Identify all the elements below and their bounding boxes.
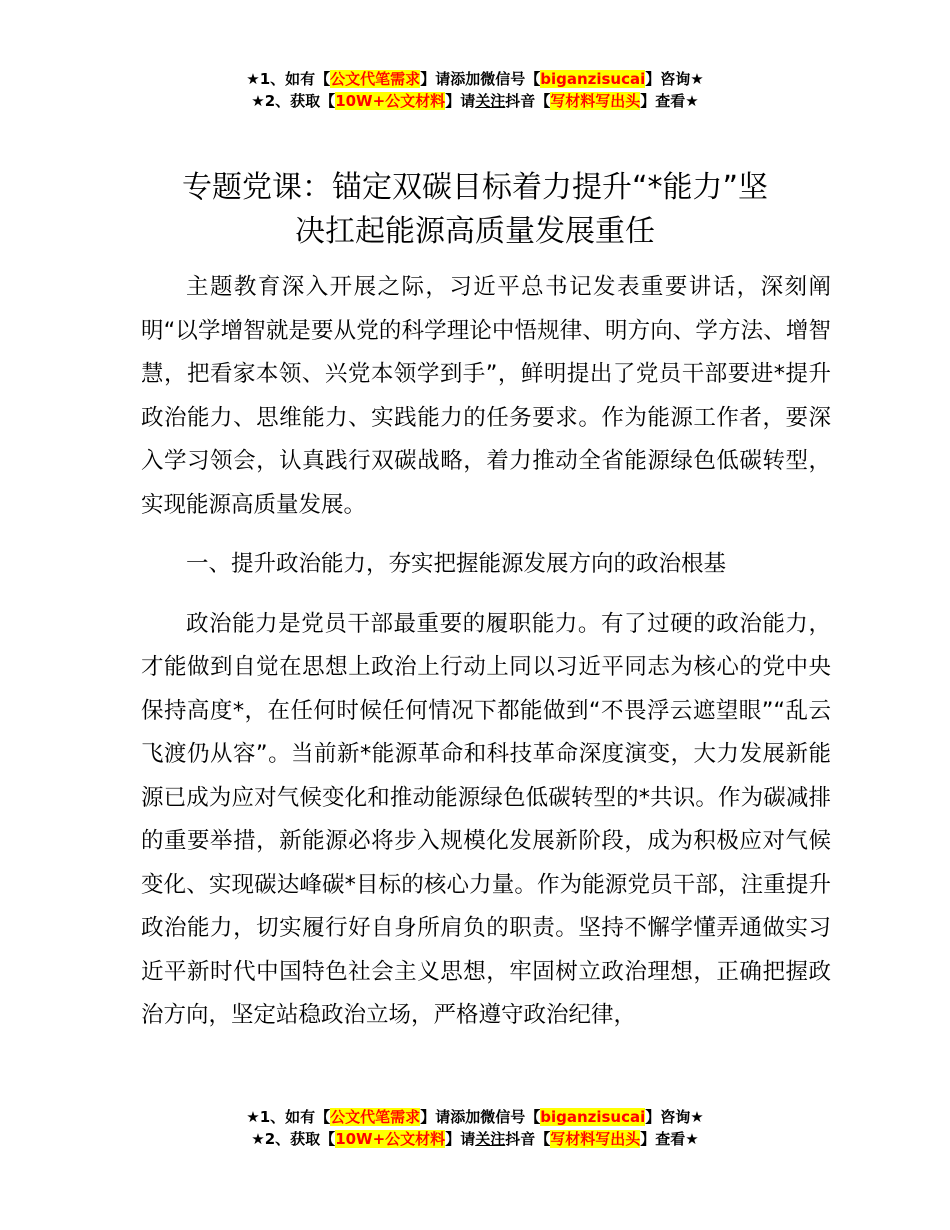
banner-text: 】咨询★ (645, 1108, 704, 1126)
banner-text: ★2、获取【 (251, 1130, 336, 1148)
banner-highlight-account: 写材料写出头 (550, 1130, 641, 1148)
banner-highlight-wechat-id: biganzisucai (540, 70, 646, 88)
banner-text: ★2、获取【 (251, 92, 336, 110)
section-heading: 一、提升政治能力，夯实把握能源发展方向的政治根基 (186, 551, 727, 577)
document-title (110, 166, 840, 254)
banner-text: ★1、如有【 (246, 70, 331, 88)
banner-highlight: 公文代笔需求 (330, 70, 421, 88)
footer-banner (0, 1106, 950, 1150)
banner-text: 】咨询★ (645, 70, 704, 88)
document-body (141, 266, 831, 1038)
banner-highlight: 10W+公文材料 (335, 92, 446, 110)
banner-highlight: 公文代笔需求 (330, 1108, 421, 1126)
banner-text: 】查看★ (640, 92, 699, 110)
body-paragraph: 政治能力是党员干部最重要的履职能力。有了过硬的政治能力，才能做到自觉在思想上政治上行动上同以习近平同志为核心的党中央保持高度*，在任何时候任何情况下都能做到“不畏浮云遮望眼”“乱云飞渡仍从容”。当前新*能源革命和科技革命深度演变，大力发展新能源已成为应对气候变化和推动能源绿色低碳转型的*共识。作为碳减排的重要举措，新能源必将步入规模化发展新阶段，成为积极应对气候变化、实现碳达峰碳*目标的核心力量。作为能源党员干部，注重提升政治能力，切实履行好自身所肩负的职责。坚持不懈学懂弄通做实习近平新时代中国特色社会主义思想，牢固树立政治理想，正确把握政治方向，坚定站稳政治立场，严格遵守政治纪律， (141, 610, 831, 1028)
banner-text: ★1、如有【 (246, 1108, 331, 1126)
banner-text: 】请 (445, 1130, 476, 1148)
banner-highlight: 10W+公文材料 (335, 1130, 446, 1148)
title-line-1: 专题党课：锚定双碳目标着力提升“*能力”坚 (181, 170, 769, 205)
banner-underlined-text: 关注 (475, 92, 506, 110)
intro-paragraph: 主题教育深入开展之际，习近平总书记发表重要讲话，深刻阐明“以学增智就是要从党的科学理论中悟规律、明方向、学方法、增智慧，把看家本领、兴党本领学到手”，鲜明提出了党员干部要进*提升政治能力、思维能力、实践能力的任务要求。作为能源工作者，要深入学习领会，认真践行双碳战略，着力推动全省能源绿色低碳转型，实现能源高质量发展。 (141, 274, 831, 518)
banner-underlined-text: 关注 (475, 1130, 506, 1148)
banner-text: 】请添加微信号【 (420, 70, 541, 88)
banner-line-2 (0, 1128, 950, 1150)
banner-text: 抖音【 (505, 92, 551, 110)
banner-highlight-wechat-id: biganzisucai (540, 1108, 646, 1126)
banner-highlight-account: 写材料写出头 (550, 92, 641, 110)
banner-text: 】查看★ (640, 1130, 699, 1148)
banner-text: 】请 (445, 92, 476, 110)
header-banner (0, 68, 950, 112)
banner-line-2 (0, 90, 950, 112)
banner-text: 】请添加微信号【 (420, 1108, 541, 1126)
title-line-2: 决扛起能源高质量发展重任 (295, 214, 655, 249)
banner-line-1 (0, 1106, 950, 1128)
banner-line-1 (0, 68, 950, 90)
banner-text: 抖音【 (505, 1130, 551, 1148)
